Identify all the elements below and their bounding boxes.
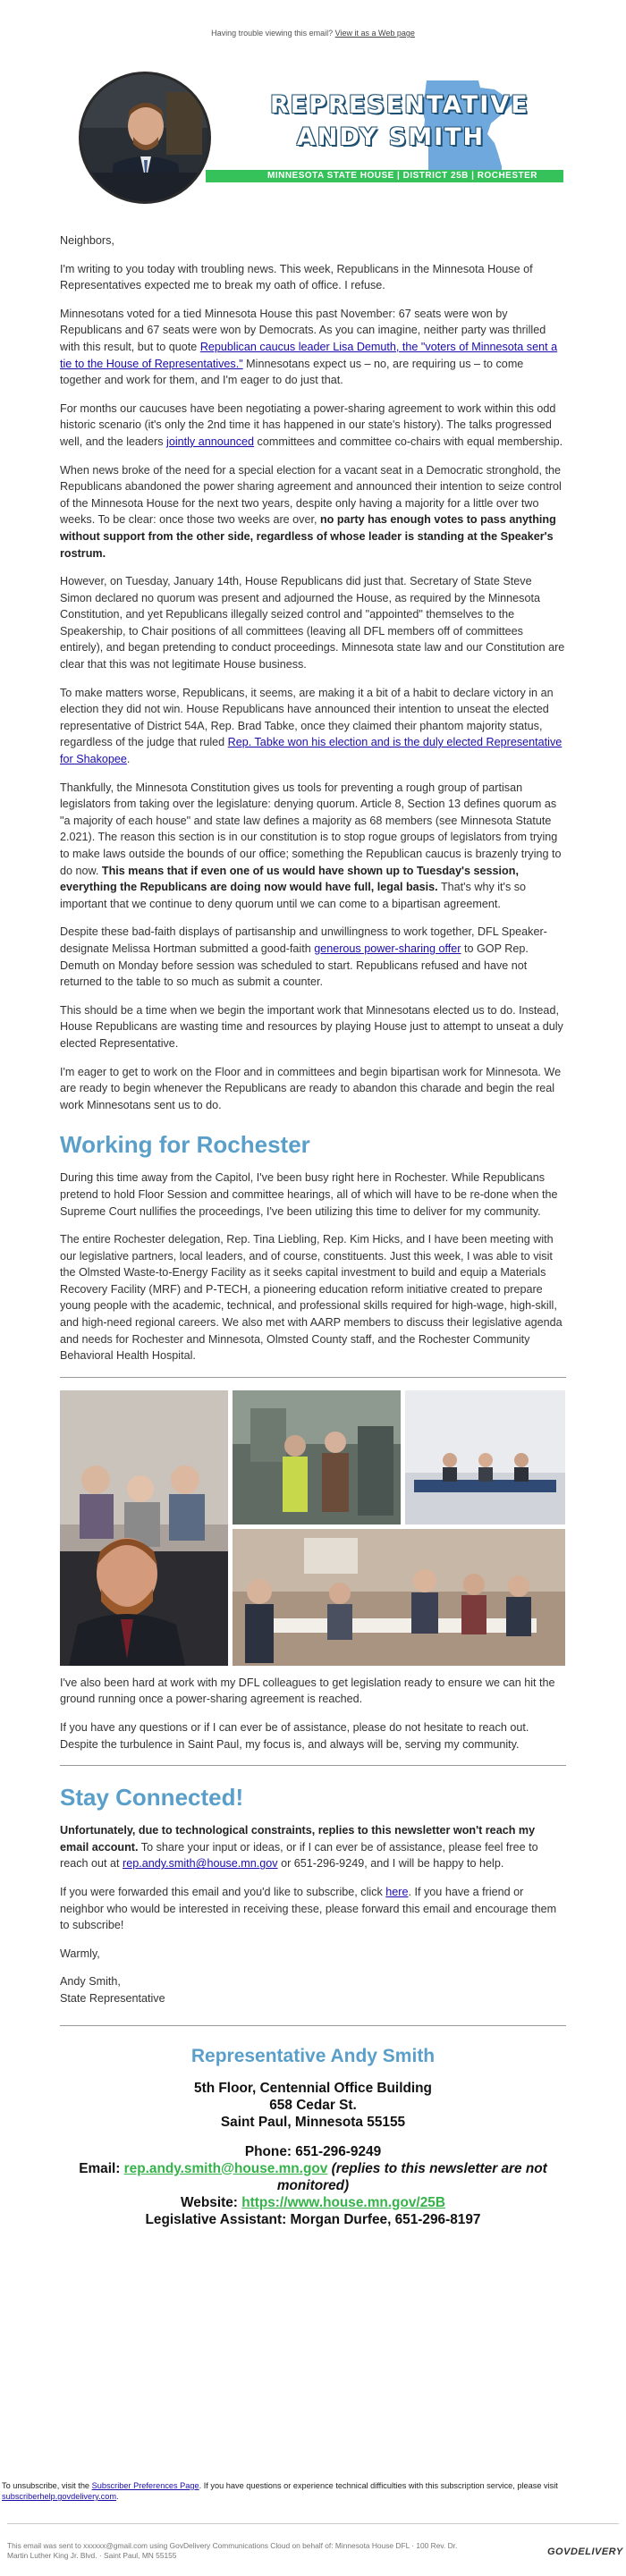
intro-paragraph-3: For months our caucuses have been negotiating a power-sharing agreement to work within this odd historic scenario (it's only the 2nd time it has happened in our state's history). The talks progressed well, and the leaders jointly announced committees and committee co-chairs with equal membership. (60, 401, 563, 448)
banner-title-line1: REPRESENTATIVE (270, 91, 529, 119)
govdelivery-notice: This email was sent to xxxxxx@gmail.com using GovDelivery Communications Cloud on behalf of: Minnesota House DFL · 100 Rev. Dr. Martin Luther King Jr. Blvd. · Saint Paul, MN 55155 (7, 2541, 458, 2560)
intro-paragraph-6: To make matters worse, Republicans, it seems, are making it a bit of a habit to declare victory in an election they did not win. House Republicans have announced their intention to unseat the elected representative of District 54A, Rep. Brad Tabke, once they claimed their phantom majority status, regardless of the judge that ruled Rep. Tabke won his election and is the duly elected Representative for Shakopee. (60, 686, 563, 766)
signature-name: Andy Smith, (60, 1975, 121, 1989)
email-body (0, 182, 626, 2228)
footer-address-line1: 5th Floor, Centennial Office Building (194, 2080, 432, 2096)
closing: Warmly, (60, 1947, 100, 1960)
divider (60, 2025, 566, 2026)
rochester-paragraph-3: I've also been hard at work with my DFL colleagues to get legislation ready to ensure we can hit the ground running once a power-sharing agreement is reached. (60, 1676, 555, 1706)
banner-title (270, 89, 529, 154)
signature-title: State Representative (60, 1991, 165, 2005)
rochester-heading: Working for Rochester (60, 1131, 310, 1159)
photo-panel-meeting (405, 1390, 565, 1524)
subscriber-preferences-link[interactable]: Subscriber Preferences Page (91, 2481, 199, 2490)
divider (60, 1765, 566, 1766)
divider (60, 1377, 566, 1378)
intro-paragraph-9: This should be a time when we begin the important work that Minnesotans elected us to do. Instead, House Republicans are wasting time and resources by playing House just to attempt to unseat a duly elected Representative. (60, 1003, 563, 1050)
footer-assistant: Legislative Assistant: Morgan Durfee, 651-296-8197 (145, 2211, 481, 2227)
power-sharing-offer-link[interactable]: generous power-sharing offer (314, 942, 461, 955)
subscriber-help-link[interactable]: subscriberhelp.govdelivery.com (2, 2492, 117, 2501)
footer-address-line3: Saint Paul, Minnesota 55155 (220, 2114, 406, 2130)
intro-paragraph-4: When news broke of the need for a special election for a vacant seat in a Democratic stronghold, the Republicans abandoned the power sharing agreement and announced their intention to seize control of the Minnesota House for the next two years, despite only having a majority for a little over two weeks. To be clear: once those two weeks are over, no party has enough votes to pass anything without support from the other side, regardless of whose leader is standing at the Speaker's rostrum. (60, 463, 562, 560)
photo-roundtable (233, 1529, 565, 1666)
banner-subtitle: MINNESOTA STATE HOUSE | DISTRICT 25B | ROCHESTER (266, 171, 538, 181)
govdelivery-logo: GOVDELIVERY (547, 2546, 623, 2557)
intro-paragraph-2: Minnesotans voted for a tied Minnesota House this past November: 67 seats were won by Republicans and 67 seats were won by Democrats. As you can imagine, neither party was thrilled with this result, but to quote Republican caucus leader Lisa Demuth, the "voters of Minnesota sent a tie to the House of Representatives." Minnesotans expect us – no, are requiring us – to come together and work for them, and I'm eager to do just that. (60, 307, 558, 387)
preheader-text: Having trouble viewing this email? (211, 29, 335, 38)
greeting: Neighbors, (60, 234, 114, 247)
footer-phone: Phone: 651-296-9249 (244, 2143, 382, 2159)
footer-website-link[interactable]: https://www.house.mn.gov/25B (241, 2194, 445, 2210)
signature (60, 1973, 566, 2006)
demuth-quote-link[interactable]: Republican caucus leader Lisa Demuth, the "voters of Minnesota sent a tie to the House of Representatives." (60, 340, 558, 370)
rochester-paragraph-1: During this time away from the Capitol, I've been busy right here in Rochester. While Republicans pretend to hold Floor Session and committee hearings, all of which will have to be re-done when the Supreme Court nullifies the proceedings, I've been utilizing this time to deliver for my community. (60, 1171, 558, 1218)
banner-title-line2: ANDY SMITH (296, 123, 486, 151)
intro-paragraph-1: I'm writing to you today with troubling news. This week, Republicans in the Minnesota House of Representatives expected me to break my oath of office. I refuse. (60, 262, 533, 292)
tabke-election-link[interactable]: Rep. Tabke won his election and is the duly elected Representative for Shakopee (60, 736, 563, 766)
connected-paragraph-1: Unfortunately, due to technological constraints, replies to this newsletter won't reach my email account. To share your input or ideas, or if I can ever be of assistance, please feel free to reach out at rep.andy.smith@house.mn.gov or 651-296-9249, and I will be happy to help. (60, 1824, 538, 1871)
rochester-paragraph-4: If you have any questions or if I can ever be of assistance, please do not hesitate to reach out. Despite the turbulence in Saint Paul, my focus is, and always will be, serving my community. (60, 1721, 529, 1751)
photo-facility-visit (233, 1390, 401, 1524)
intro-paragraph-8: Despite these bad-faith displays of partisanship and unwillingness to work together, DFL Speaker-designate Melissa Hortman submitted a good-faith generous power-sharing offer to GOP Rep. Demuth on Monday before session was scheduled to start. Republicans refused and have not returned to the table to so much as submit a counter. (60, 925, 547, 989)
banner-subtitle-bar (206, 170, 563, 182)
photo-group-selfie (60, 1390, 228, 1666)
footer-email-link[interactable]: rep.andy.smith@house.mn.gov (123, 2160, 328, 2176)
rochester-paragraph-2: The entire Rochester delegation, Rep. Tina Liebling, Rep. Kim Hicks, and I have been meeting with our legislative partners, local leaders, and of course, constituents. Just this week, I was able to visit the Olmsted Waste-to-Energy Facility as it seeks capital investment to build and equip a Materials Recovery Facility (MRF) and P-TECH, a pioneering education reform initiative created to prepare young people with the academic, technical, and professional skills required for high-wage, high-skill, and high-need regional careers. We also met with AARP members to discuss their legislative agenda and needs for Rochester and Minnesota, Olmsted County staff, and the Rochester Community Behavioral Health Hospital. (60, 1233, 563, 1363)
stay-connected-heading: Stay Connected! (60, 1784, 244, 1812)
photo-collage (60, 1390, 565, 1666)
intro-paragraph-10: I'm eager to get to work on the Floor and in committees and begin bipartisan work for Minnesota. We are ready to begin whenever the Republicans are ready to abandon this charade and begin the real work Minnesotans sent us to do. (60, 1065, 562, 1111)
footer-email-line: Email: rep.andy.smith@house.mn.gov (replies to this newsletter are not monitored) (79, 2160, 547, 2193)
email-link[interactable]: rep.andy.smith@house.mn.gov (123, 1857, 278, 1871)
divider (7, 2523, 619, 2524)
intro-paragraph-5: However, on Tuesday, January 14th, House Republicans did just that. Secretary of State Steve Simon declared no quorum was present and adjourned the House, as required by the Minnesota Constitution, and yet Republicans illegally seized control and "appointed" themselves to the Speakership, to Chair positions of all committees (leaving all DFL members off of committees entirely), and began pretending to conduct proceedings. Minnesota state law and our Constitution are clear that this was not legitimate House business. (60, 575, 565, 671)
intro-paragraph-7: Thankfully, the Minnesota Constitution gives us tools for preventing a rough group of partisan legislators from taking over the legislature: denying quorum. Article 8, Section 13 defines quorum as "a majority of each house" and state law defines a majority as 68 members (see Minnesota Statute 2.021). The reason this section is in our constitution is to stop rogue groups of legislators from trying to make laws outside the bounds of our office; something the Republican caucus is brazenly trying to do now. This means that if even one of us would have shown up to Tuesday's session, everything the Republicans are doing now would have full, legal basis. That's why it's so important that we continue to deny quorum until we can come to a bipartisan agreement. (60, 781, 562, 910)
unsubscribe-notice: To unsubscribe, visit the Subscriber Preferences Page. If you have questions or experience technical difficulties with this subscription service, please visit subscriberhelp.govdelivery.com. (2, 2481, 558, 2501)
subscribe-here-link[interactable]: here (385, 1886, 409, 1898)
connected-paragraph-2: If you were forwarded this email and you'd like to subscribe, click here. If you have a friend or neighbor who would be interested in receiving these, please forward this email and encourage them to subscribe! (60, 1886, 557, 1932)
footer-website-line: Website: https://www.house.mn.gov/25B (181, 2194, 445, 2210)
view-web-link[interactable]: View it as a Web page (334, 29, 415, 38)
preheader (0, 0, 626, 48)
header-banner (63, 72, 563, 206)
jointly-announced-link[interactable]: jointly announced (166, 435, 255, 448)
footer-name: Representative Andy Smith (190, 2045, 436, 2066)
contact-footer (60, 2046, 566, 2228)
footer-address-line2: 658 Cedar St. (269, 2097, 357, 2113)
representative-portrait (79, 72, 211, 204)
